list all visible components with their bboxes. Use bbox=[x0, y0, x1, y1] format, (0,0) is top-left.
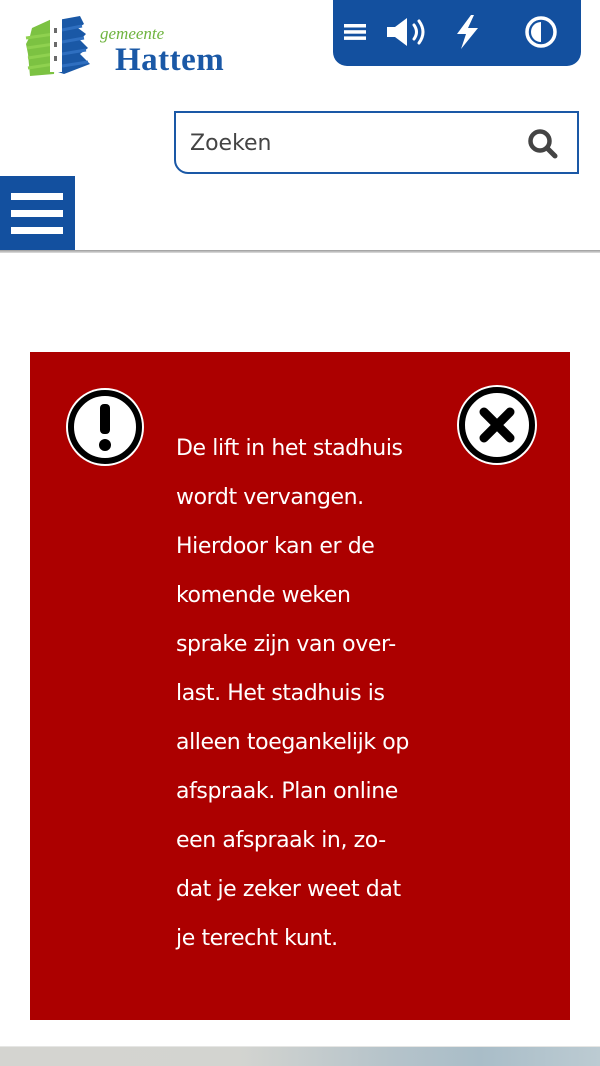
header-divider bbox=[0, 250, 600, 253]
alert-line: Hierdoor kan er de bbox=[176, 534, 375, 559]
contrast-icon bbox=[524, 15, 558, 49]
toolbar-list-button[interactable] bbox=[343, 14, 367, 50]
alert-close-button[interactable] bbox=[455, 383, 539, 467]
alert-line: De lift in het stadhuis bbox=[176, 436, 403, 461]
alert-banner bbox=[30, 352, 570, 1020]
speaker-icon bbox=[385, 16, 429, 48]
alert-line: dat je zeker weet dat bbox=[176, 877, 401, 902]
alert-line: last. Het stadhuis is bbox=[176, 681, 385, 706]
list-icon bbox=[344, 23, 366, 41]
alert-line: je terecht kunt. bbox=[176, 926, 338, 951]
alert-line: een afspraak in, zo- bbox=[176, 828, 386, 853]
search-button[interactable] bbox=[527, 128, 559, 160]
close-circle-icon bbox=[455, 383, 539, 467]
toolbar-quick-button[interactable] bbox=[451, 14, 483, 50]
hamburger-icon-bar bbox=[11, 227, 63, 234]
alert-line: sprake zijn van over- bbox=[176, 632, 396, 657]
hamburger-icon-bar bbox=[11, 210, 63, 217]
tower-logo-icon bbox=[24, 14, 96, 80]
search-box bbox=[174, 111, 579, 174]
toolbar-read-aloud-button[interactable] bbox=[383, 14, 431, 50]
logo-gemeente-hattem[interactable] bbox=[24, 14, 234, 80]
hero-image bbox=[0, 1046, 600, 1066]
main-menu-button[interactable] bbox=[0, 176, 75, 251]
logo-text-hattem: Hattem bbox=[115, 42, 225, 78]
search-icon bbox=[527, 128, 559, 160]
logo-text-gemeente: gemeente bbox=[100, 24, 165, 43]
alert-line: afspraak. Plan online bbox=[176, 779, 398, 804]
alert-line: wordt vervangen. bbox=[176, 485, 364, 510]
toolbar-contrast-button[interactable] bbox=[523, 14, 559, 50]
alert-line: alleen toegankelijk op bbox=[176, 730, 409, 755]
hamburger-icon-bar bbox=[11, 193, 63, 200]
lightning-icon bbox=[454, 15, 480, 49]
accessibility-toolbar bbox=[333, 0, 581, 66]
alert-message bbox=[176, 424, 436, 963]
exclamation-circle-icon bbox=[64, 386, 146, 468]
alert-line: komende weken bbox=[176, 583, 351, 608]
search-input[interactable] bbox=[190, 125, 510, 161]
